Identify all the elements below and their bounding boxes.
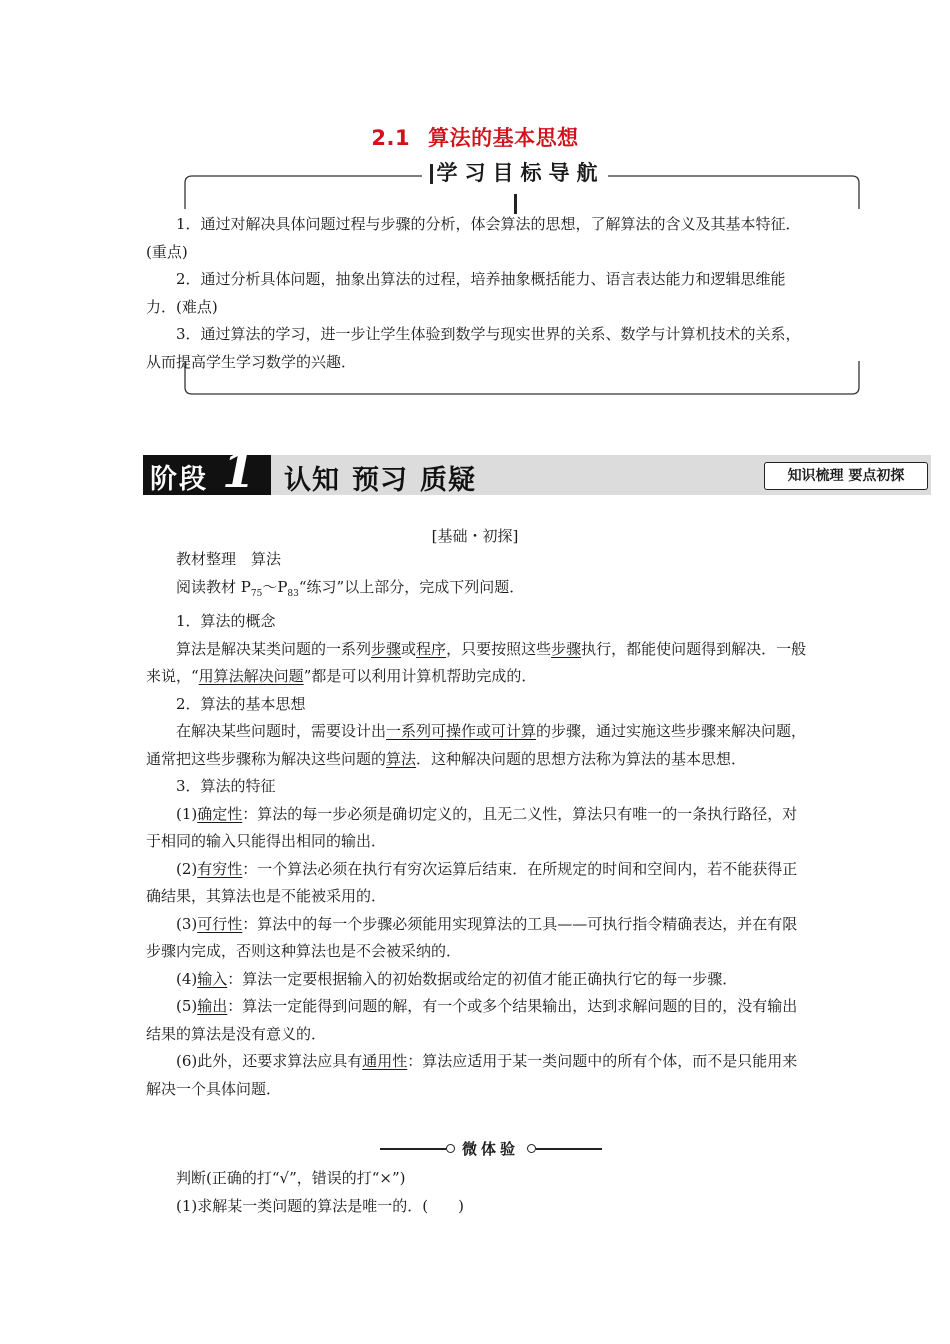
goals-list	[146, 211, 810, 376]
stage-number: 1	[222, 443, 256, 499]
divider-left	[380, 1148, 446, 1150]
feature-item: (3)可行性：算法中的每一个步骤必须能用实现算法的工具——可执行指令精确表达，并在有限步骤内完成，否则这种算法也是不会被采纳的．	[146, 914, 798, 960]
goals-heading	[422, 158, 608, 188]
body-paragraph: 算法是解决某类问题的一系列步骤或程序，只要按照这些步骤执行，都能使问题得到解决．一般来说，“用算法解决问题”都是可以利用计算机帮助完成的．	[146, 639, 807, 685]
feature-item: (6)此外，还要求算法应具有通用性：算法应适用于某一类问题中的所有个体，而不是只能用来解决一个具体问题．	[146, 1052, 798, 1098]
micro-heading	[380, 1137, 602, 1161]
divider-dot-right	[527, 1144, 536, 1153]
body-line: 阅读教材 $P_{75}\sim P_{83}“$练习”以上部分，完成下列问题．	[176, 577, 525, 599]
stage-title-part: 质疑	[420, 465, 476, 496]
goals-heading-text: 学习目标导航	[436, 161, 605, 185]
divider-right	[536, 1148, 602, 1150]
goal-item: 3．通过算法的学习，进一步让学生体验到数学与现实世界的关系、数学与计算机技术的关系，从而提高学生学习数学的兴趣．	[146, 325, 801, 371]
feature-item: (5)输出：算法一定能得到问题的解，有一个或多个结果输出，达到求解问题的目的，没有输出结果的算法是没有意义的．	[146, 997, 798, 1043]
feature-item: (4)输入：算法一定要根据输入的初始数据或给定的初值才能正确执行它的每一步骤．	[176, 969, 738, 988]
feature-item: (2)有穷性：一个算法必须在执行有穷次运算后结束．在所规定的时间和空间内，若不能获得正确结果，其算法也是不能被采用的．	[146, 859, 798, 905]
body-paragraph: 在解决某些问题时，需要设计出一系列可操作或可计算的步骤，通过实施这些步骤来解决问题，通常把这些步骤称为解决这些问题的算法．这种解决问题的思想方法称为算法的基本思想．	[146, 722, 807, 768]
feature-item: (1)确定性：算法的每一步必须是确切定义的，且无二义性，算法只有唯一的一条执行路径，对于相同的输入只能得出相同的输出．	[146, 804, 798, 850]
stage-title-part: 预习	[352, 465, 408, 496]
main-body	[146, 546, 812, 1103]
exercise-instruction: 判断(正确的打“√”，错误的打“×”)	[176, 1169, 406, 1187]
divider-dot-left	[446, 1144, 455, 1153]
goal-item: 1．通过对解决具体问题过程与步骤的分析，体会算法的思想，了解算法的含义及其基本特征．(重点)	[146, 215, 801, 261]
micro-heading-text: 微体验	[462, 1140, 520, 1158]
exercise-question: (1)求解某一类问题的算法是唯一的．( )	[176, 1196, 464, 1215]
stage-title	[284, 458, 488, 497]
section-title-text: 算法的基本思想	[428, 126, 579, 150]
stage-word: 阶段	[150, 464, 208, 495]
body-heading: 1．算法的概念	[176, 612, 276, 630]
body-line: 教材整理 算法	[176, 550, 282, 568]
section-title	[0, 122, 950, 152]
section-number: 2.1	[371, 126, 411, 150]
stage-tag: 知识梳理 要点初探	[764, 462, 928, 490]
heading-bar-left	[430, 164, 433, 184]
exercise	[146, 1165, 812, 1220]
body-heading: 3．算法的特征	[176, 777, 276, 795]
goal-item: 2．通过分析具体问题，抽象出算法的过程，培养抽象概括能力、语言表达能力和逻辑思维能力．(难点)	[146, 270, 786, 316]
body-heading: 2．算法的基本思想	[176, 694, 306, 713]
section-label: [基础・初探]	[431, 527, 519, 545]
stage-title-part: 认知	[284, 465, 340, 496]
